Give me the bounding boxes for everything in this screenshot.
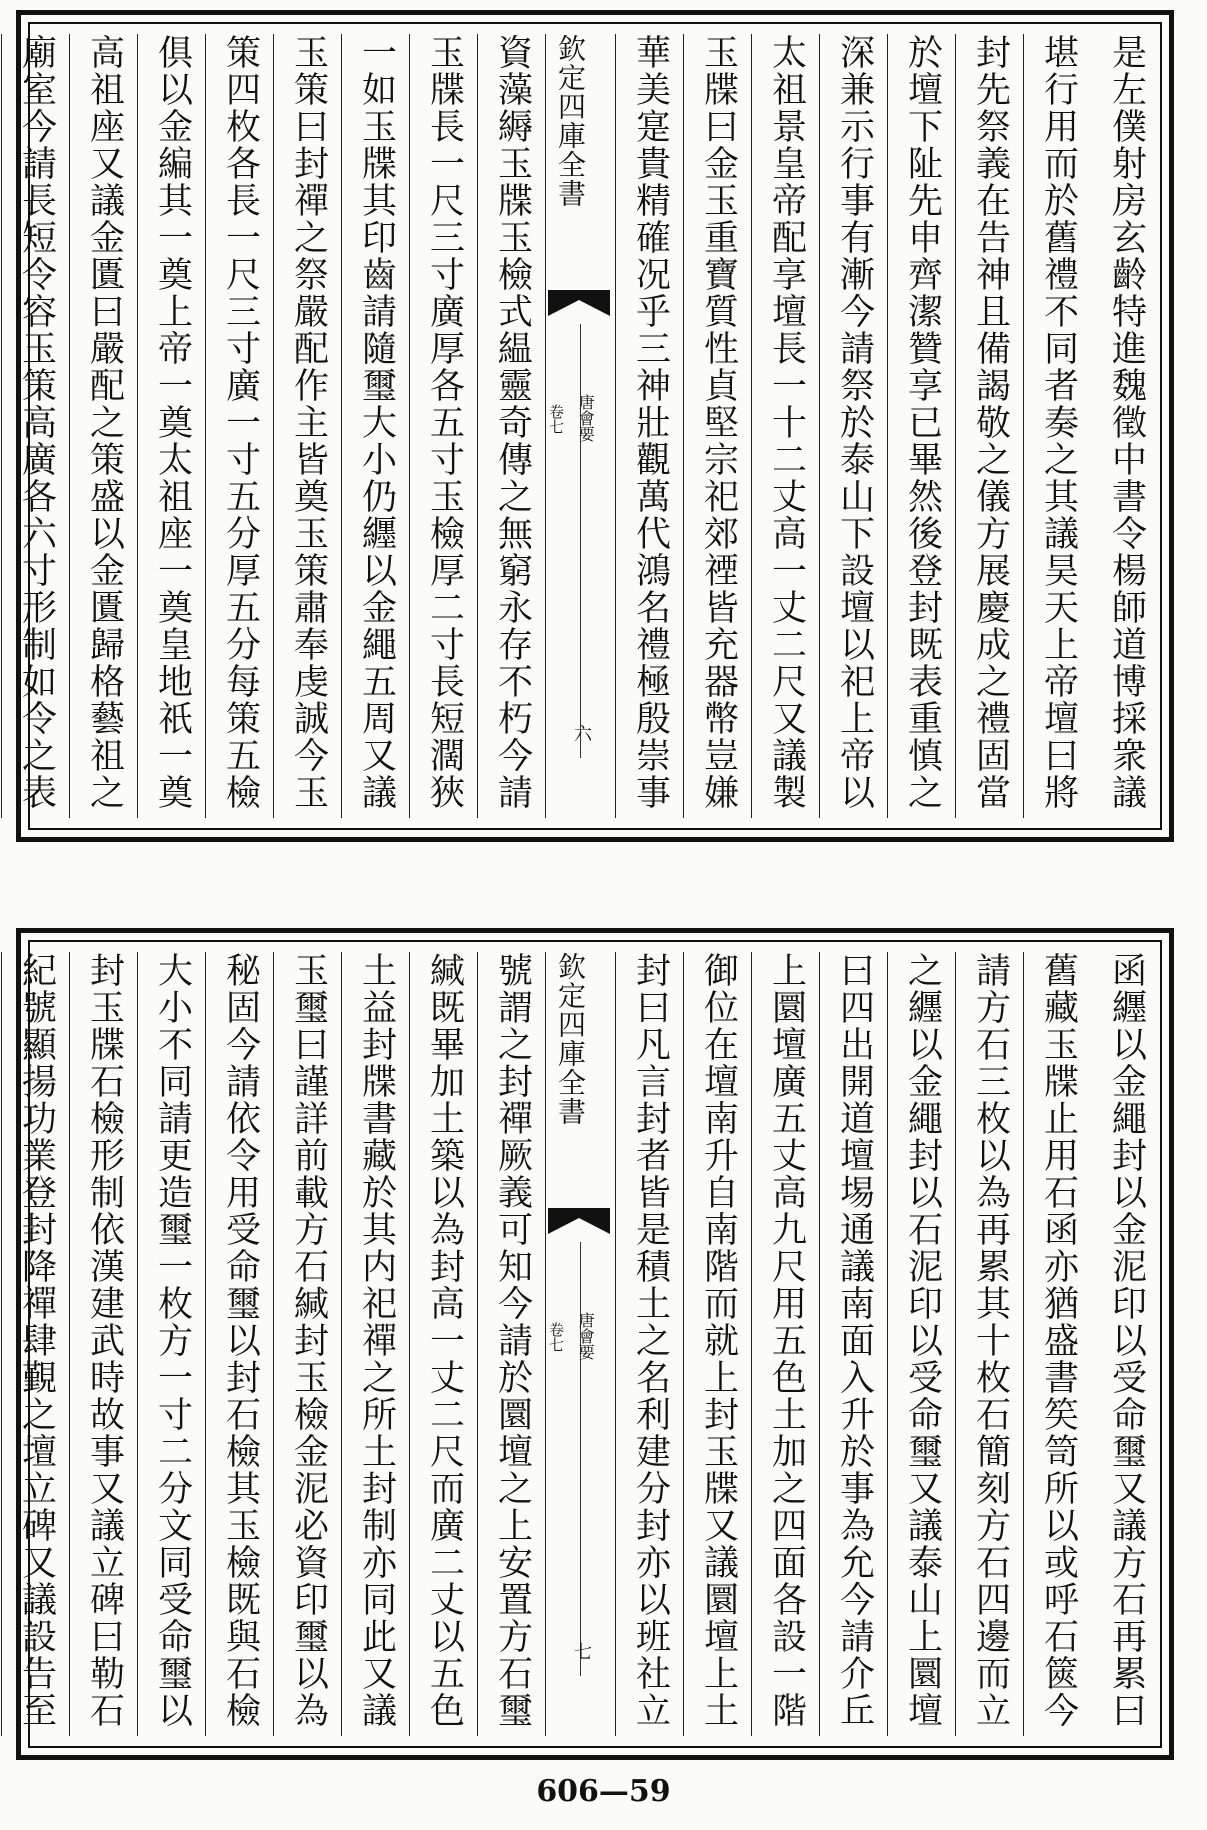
book-title: 唐會要 [576, 1312, 596, 1360]
column-text: 封曰凡言封者皆是積土之名利建分封亦以班社立 [630, 952, 671, 1729]
text-column [1023, 34, 1092, 818]
column-text: 曰四出開道壇埸通議南面入升於事為允今請介丘 [834, 952, 875, 1729]
column-text: 玉牒曰金玉重寶質性貞堅宗祀郊禋皆充器幣豈嫌 [698, 34, 739, 811]
column-text: 堪行用而於舊禮不同者奏之其議昊天上帝壇曰將 [1038, 34, 1079, 811]
top-page-frame [16, 22, 1162, 830]
volume-label: 卷七 [547, 1322, 565, 1352]
column-text: 之纒以金繩封以石泥印以受命璽又議泰山上圜壇 [902, 952, 943, 1729]
text-column [683, 34, 752, 818]
column-text: 舊藏玉牒止用石函亦猶盛書笶笥所以或呼石篋今 [1038, 952, 1079, 1729]
column-text: 大小不同請更造璽一枚方一寸二分文同受命璽以 [152, 952, 193, 1729]
book-title: 唐會要 [576, 394, 596, 442]
column-text: 於壇下阯先申齊潔贊享已畢然後登封既表重慎之 [902, 34, 943, 811]
text-column [69, 34, 138, 818]
column-text: 請方石三枚以為再累其十枚石簡刻方石四邊而立 [970, 952, 1011, 1729]
text-column [683, 952, 752, 1736]
text-column [1, 34, 70, 818]
text-column [341, 952, 410, 1736]
column-text: 資藻縟玉牒玉檢式緼靈奇傳之無窮永存不朽今請 [492, 34, 533, 811]
text-column [1023, 952, 1092, 1736]
column-text: 深兼示行事有漸今請祭於泰山下設壇以祀上帝以 [834, 34, 875, 811]
text-column [1, 952, 70, 1736]
column-text: 緘既畢加土築以為封高一丈二尺而廣二丈以五色 [424, 952, 465, 1729]
text-column [615, 34, 684, 818]
column-text: 號謂之封禪厥義可知今請於圜壇之上安置方石璽 [492, 952, 533, 1729]
bottom-page-frame [16, 940, 1162, 1748]
column-text: 封玉牒石檢形制依漢建武時故事又議立碑曰勒石 [84, 952, 125, 1729]
column-text: 封先祭義在告神且備謁敬之儀方展慶成之禮固當 [970, 34, 1011, 811]
text-column [819, 34, 888, 818]
bottom-page [16, 928, 1174, 1760]
column-text: 華美寔貴精確况乎三神壯觀萬代鴻名禮極殷崇事 [630, 34, 671, 811]
footer-page-number: 606—59 [536, 1774, 671, 1809]
text-column [887, 34, 956, 818]
text-column [409, 952, 478, 1736]
column-text: 策四枚各長一尺三寸廣一寸五分厚五分每策五檢 [220, 34, 261, 811]
text-column [205, 952, 274, 1736]
column-text: 一如玉牒其印齒請隨璽大小仍纒以金繩五周又議 [356, 34, 397, 811]
center-banner [545, 952, 616, 1736]
column-text: 上圜壇廣五丈高九尺用五色土加之四面各設一階 [766, 952, 807, 1729]
text-column [751, 952, 820, 1736]
text-column [955, 952, 1024, 1736]
text-column [409, 34, 478, 818]
column-text: 御位在壇南升自南階而就上封玉牒又議圜壇上土 [698, 952, 739, 1729]
top-page [16, 10, 1174, 842]
collection-title: 欽定四庫全書 [554, 952, 587, 1126]
column-text: 玉策曰封禪之祭嚴配作主皆奠玉策肅奉虔誠今玉 [288, 34, 329, 811]
text-column [955, 34, 1024, 818]
text-column [751, 34, 820, 818]
text-column [69, 952, 138, 1736]
column-text: 紀號顯揚功業登封降禪肆覲之壇立碑又議設告至 [16, 952, 57, 1729]
column-text: 玉牒長一尺三寸廣厚各五寸玉檢厚二寸長短濶狹 [424, 34, 465, 811]
column-text: 土益封牒書藏於其内祀禪之所土封制亦同此又議 [356, 952, 397, 1729]
text-column [205, 34, 274, 818]
center-banner [545, 34, 616, 818]
collection-title: 欽定四庫全書 [554, 34, 587, 208]
column-text: 函纒以金繩封以金泥印以受命璽又議方石再累曰 [1106, 952, 1147, 1729]
column-text: 秘固今請依令用受命璽以封石檢其玉檢既與石檢 [220, 952, 261, 1729]
leaf-number: 六 [571, 724, 592, 742]
text-column [137, 952, 206, 1736]
text-column [615, 952, 684, 1736]
text-column [273, 952, 342, 1736]
column-text: 廟室今請長短令容玉策高廣各六寸形制如令之表 [16, 34, 57, 811]
text-column [341, 34, 410, 818]
banner-rule [580, 324, 581, 758]
text-column [819, 952, 888, 1736]
column-text: 高祖座又議金匱曰嚴配之策盛以金匱歸格藝祖之 [84, 34, 125, 811]
text-column [1092, 34, 1160, 818]
text-column [1092, 952, 1160, 1736]
volume-label: 卷七 [547, 404, 565, 434]
column-text: 是左僕射房玄齡特進魏徵中書令楊師道博採衆議 [1106, 34, 1147, 811]
column-text: 玉璽曰謹詳前載方石緘封玉檢金泥必資印璽以為 [288, 952, 329, 1729]
column-text: 太祖景皇帝配享壇長一十二丈高一丈二尺又議製 [766, 34, 807, 811]
column-text: 俱以金編其一奠上帝一奠太祖座一奠皇地祇一奠 [152, 34, 193, 811]
text-column [477, 34, 546, 818]
text-column [273, 34, 342, 818]
fish-tail-mark-icon [548, 290, 610, 318]
text-column [137, 34, 206, 818]
text-column [887, 952, 956, 1736]
leaf-number: 七 [571, 1642, 592, 1660]
banner-rule [580, 1242, 581, 1676]
fish-tail-mark-icon [548, 1208, 610, 1236]
text-column [477, 952, 546, 1736]
